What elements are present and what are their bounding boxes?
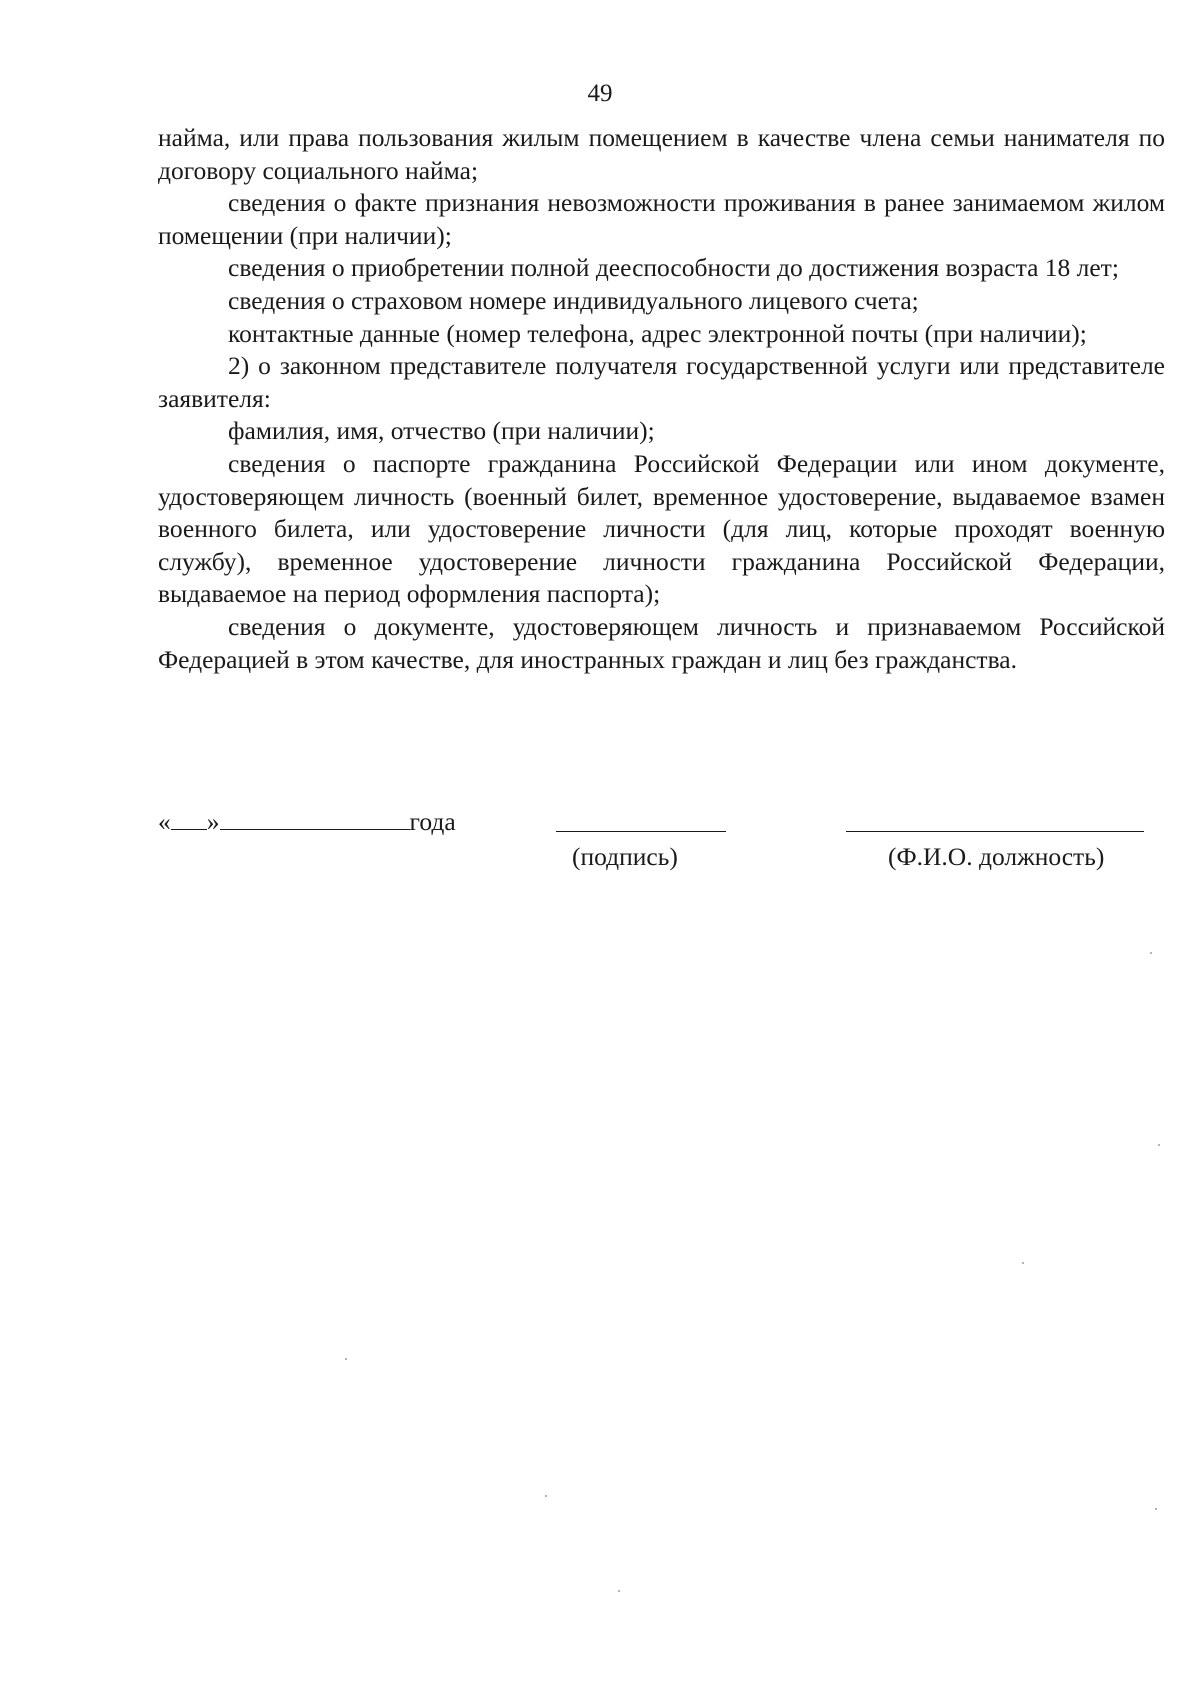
signature-line [556, 831, 726, 832]
paragraph-contact-data: контактные данные (номер телефона, адрес электронной почты (при наличии); [228, 318, 1087, 348]
scan-speck [1150, 952, 1152, 954]
scan-speck [345, 1358, 347, 1360]
scan-speck [1155, 1508, 1157, 1510]
paragraph-insurance-number: сведения о страховом номере индивидуального лицевого счета; [228, 285, 919, 315]
scan-speck [618, 1590, 620, 1592]
paragraph-passport: сведения о паспорте гражданина Российской Федерации или ином документе, удостоверяющем личность (военный билет, временное удостоверение, выдаваемое взамен военного билета, или удостоверение личности (для лиц, которые проходят военную службу), временное удостоверение личности гражданина Российской Федерации, выдаваемое на период оформления паспорта); [158, 448, 1165, 609]
year-word: года [409, 807, 456, 836]
fio-caption: (Ф.И.О. должность) [888, 842, 1105, 871]
signature-caption: (подпись) [572, 842, 678, 871]
open-quote: « [158, 807, 171, 836]
day-blank [171, 805, 207, 830]
paragraph-foreign-document: сведения о документе, удостоверяющем личность и признаваемом Российской Федерацией в этом качестве, для иностранных граждан и лиц без гражданства. [158, 611, 1165, 674]
signature-block [158, 805, 1165, 885]
paragraph-full-name: фамилия, имя, отчество (при наличии); [228, 416, 655, 446]
month-blank [220, 805, 410, 830]
scan-speck [1158, 1144, 1160, 1146]
date-line [158, 805, 456, 838]
paragraph-legal-representative: 2) о законном представителе получателя государственной услуги или представителе заявителя: [158, 351, 1165, 413]
scan-speck [1022, 1262, 1024, 1264]
page-number: 49 [587, 80, 613, 107]
paragraph-legal-capacity: сведения о приобретении полной дееспособности до достижения возраста 18 лет; [228, 253, 1119, 283]
paragraph-continuation: найма, или права пользования жилым помещением в качестве члена семьи нанимателя по договору социального найма; [158, 123, 1165, 185]
document-body [158, 122, 1165, 676]
paragraph-residence-impossibility: сведения о факте признания невозможности проживания в ранее занимаемом жилом помещении (при наличии); [158, 188, 1165, 250]
fio-line [846, 831, 1144, 832]
close-quote: » [206, 807, 220, 836]
scan-speck [545, 1495, 547, 1497]
